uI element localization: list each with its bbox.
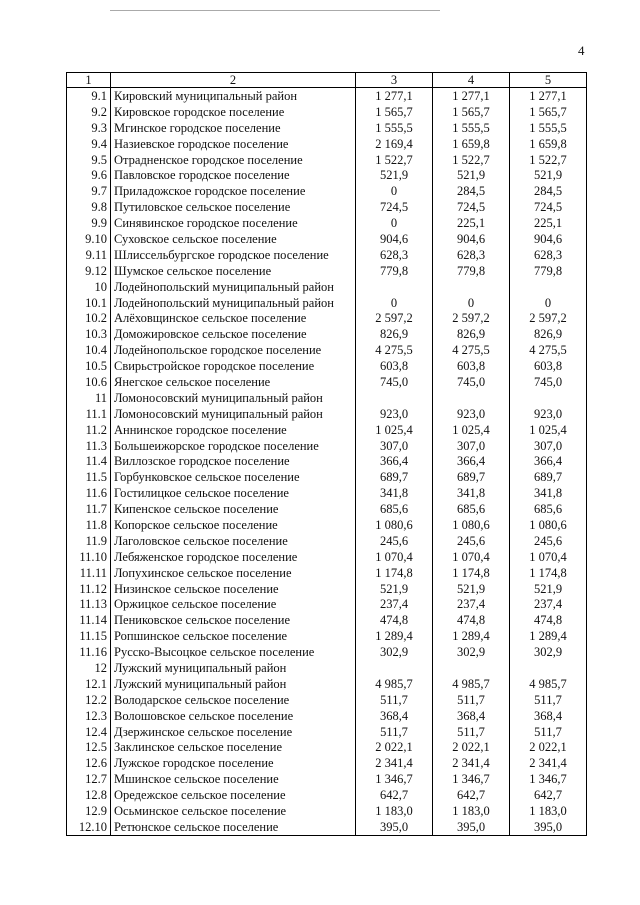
row-name: Мшинское сельское поселение: [111, 771, 356, 787]
row-name: Лодейнопольское городское поселение: [111, 342, 356, 358]
row-number: 11.10: [67, 549, 111, 565]
row-value-col4: 1 070,4: [433, 549, 510, 565]
table-row: [67, 692, 587, 708]
table-row: [67, 326, 587, 342]
row-value-col3: 1 555,5: [356, 120, 433, 136]
row-name: Лебяженское городское поселение: [111, 549, 356, 565]
header-col-1: 1: [67, 73, 111, 88]
row-value-col5: 2 022,1: [510, 740, 587, 756]
row-value-col3: 368,4: [356, 708, 433, 724]
row-value-col4: 511,7: [433, 724, 510, 740]
row-value-col4: 1 277,1: [433, 88, 510, 104]
row-value-col4: 307,0: [433, 438, 510, 454]
row-value-col3: 0: [356, 295, 433, 311]
table-row: [67, 104, 587, 120]
row-value-col3: 689,7: [356, 469, 433, 485]
row-number: 9.5: [67, 152, 111, 168]
row-value-col5: 1 183,0: [510, 803, 587, 819]
row-name: Осьминское сельское поселение: [111, 803, 356, 819]
row-number: 12.8: [67, 787, 111, 803]
budget-table: [66, 72, 587, 836]
table-row: [67, 120, 587, 136]
row-value-col5: 237,4: [510, 597, 587, 613]
table-row: [67, 374, 587, 390]
row-value-col4: 642,7: [433, 787, 510, 803]
row-value-col3: 923,0: [356, 406, 433, 422]
row-name: Аннинское городское поселение: [111, 422, 356, 438]
row-name: Копорское сельское поселение: [111, 517, 356, 533]
row-value-col3: 628,3: [356, 247, 433, 263]
row-value-col5: 341,8: [510, 485, 587, 501]
row-value-col5: 1 659,8: [510, 136, 587, 152]
table-row: [67, 215, 587, 231]
row-number: 11: [67, 390, 111, 406]
row-name: Ломоносовский муниципальный район: [111, 406, 356, 422]
row-value-col5: 4 985,7: [510, 676, 587, 692]
row-value-col4: 366,4: [433, 453, 510, 469]
row-value-col3: 237,4: [356, 597, 433, 613]
row-value-col3: 724,5: [356, 199, 433, 215]
row-value-col4: 474,8: [433, 612, 510, 628]
row-number: 12.10: [67, 819, 111, 835]
row-value-col4: 826,9: [433, 326, 510, 342]
row-number: 11.11: [67, 565, 111, 581]
row-number: 11.7: [67, 501, 111, 517]
row-value-col5: 511,7: [510, 724, 587, 740]
row-value-col4: 1 346,7: [433, 771, 510, 787]
table-row: [67, 183, 587, 199]
row-value-col4: 521,9: [433, 167, 510, 183]
row-number: 11.16: [67, 644, 111, 660]
row-number: 9.4: [67, 136, 111, 152]
row-name: Шлиссельбургское городское поселение: [111, 247, 356, 263]
row-number: 12.5: [67, 740, 111, 756]
row-name: Низинское сельское поселение: [111, 581, 356, 597]
table-row: [67, 438, 587, 454]
row-number: 11.1: [67, 406, 111, 422]
row-value-col4: 4 985,7: [433, 676, 510, 692]
table-row: [67, 771, 587, 787]
row-number: 12: [67, 660, 111, 676]
table-row: [67, 453, 587, 469]
row-value-col5: 474,8: [510, 612, 587, 628]
row-value-col5: 628,3: [510, 247, 587, 263]
row-number: 12.3: [67, 708, 111, 724]
row-value-col5: 1 555,5: [510, 120, 587, 136]
row-value-col5: 521,9: [510, 581, 587, 597]
row-value-col4: 779,8: [433, 263, 510, 279]
row-name: Лужское городское поселение: [111, 755, 356, 771]
row-value-col3: 1 025,4: [356, 422, 433, 438]
table-body: [67, 73, 587, 836]
row-name: Ломоносовский муниципальный район: [111, 390, 356, 406]
row-number: 11.8: [67, 517, 111, 533]
row-value-col3: 1 080,6: [356, 517, 433, 533]
row-value-col4: 1 183,0: [433, 803, 510, 819]
table-row: [67, 597, 587, 613]
table-row: [67, 279, 587, 295]
row-value-col3: 1 522,7: [356, 152, 433, 168]
row-number: 10.6: [67, 374, 111, 390]
row-number: 9.2: [67, 104, 111, 120]
row-value-col5: [510, 390, 587, 406]
table-row: [67, 136, 587, 152]
row-number: 10.3: [67, 326, 111, 342]
row-name: Заклинское сельское поселение: [111, 740, 356, 756]
table-row: [67, 565, 587, 581]
row-value-col5: 511,7: [510, 692, 587, 708]
table-row: [67, 295, 587, 311]
row-value-col3: 2 169,4: [356, 136, 433, 152]
row-value-col3: 603,8: [356, 358, 433, 374]
row-value-col3: 826,9: [356, 326, 433, 342]
row-value-col4: 225,1: [433, 215, 510, 231]
row-name: Лужский муниципальный район: [111, 660, 356, 676]
row-name: Лаголовское сельское поселение: [111, 533, 356, 549]
table-row: [67, 406, 587, 422]
row-value-col5: 368,4: [510, 708, 587, 724]
row-value-col4: 302,9: [433, 644, 510, 660]
row-value-col4: 1 565,7: [433, 104, 510, 120]
row-name: Лодейнопольский муниципальный район: [111, 279, 356, 295]
row-value-col5: 1 174,8: [510, 565, 587, 581]
row-number: 9.10: [67, 231, 111, 247]
row-number: 10.5: [67, 358, 111, 374]
row-name: Кипенское сельское поселение: [111, 501, 356, 517]
row-name: Суховское сельское поселение: [111, 231, 356, 247]
row-value-col5: 307,0: [510, 438, 587, 454]
row-number: 9.6: [67, 167, 111, 183]
row-name: Алёховщинское сельское поселение: [111, 310, 356, 326]
row-value-col4: 685,6: [433, 501, 510, 517]
table-row: [67, 708, 587, 724]
row-name: Ропшинское сельское поселение: [111, 628, 356, 644]
row-number: 11.9: [67, 533, 111, 549]
row-number: 12.6: [67, 755, 111, 771]
row-value-col5: [510, 279, 587, 295]
row-value-col5: 395,0: [510, 819, 587, 835]
row-value-col3: 521,9: [356, 167, 433, 183]
row-number: 11.4: [67, 453, 111, 469]
row-name: Отрадненское городское поселение: [111, 152, 356, 168]
row-number: 10.4: [67, 342, 111, 358]
header-col-5: 5: [510, 73, 587, 88]
table-row: [67, 740, 587, 756]
row-value-col3: [356, 279, 433, 295]
row-number: 10: [67, 279, 111, 295]
header-col-2: 2: [111, 73, 356, 88]
row-value-col3: [356, 390, 433, 406]
row-value-col4: 245,6: [433, 533, 510, 549]
row-value-col4: 745,0: [433, 374, 510, 390]
table-row: [67, 342, 587, 358]
row-value-col3: 0: [356, 215, 433, 231]
row-number: 9.1: [67, 88, 111, 104]
row-value-col4: 628,3: [433, 247, 510, 263]
row-value-col4: [433, 279, 510, 295]
row-number: 9.8: [67, 199, 111, 215]
row-name: Доможировское сельское поселение: [111, 326, 356, 342]
row-name: Назиевское городское поселение: [111, 136, 356, 152]
row-value-col4: 724,5: [433, 199, 510, 215]
row-value-col5: 1 080,6: [510, 517, 587, 533]
row-name: Шумское сельское поселение: [111, 263, 356, 279]
row-value-col4: 904,6: [433, 231, 510, 247]
row-value-col3: 2 597,2: [356, 310, 433, 326]
row-number: 9.12: [67, 263, 111, 279]
row-value-col5: 1 289,4: [510, 628, 587, 644]
row-value-col4: 395,0: [433, 819, 510, 835]
row-value-col5: 302,9: [510, 644, 587, 660]
table-row: [67, 358, 587, 374]
row-value-col3: 904,6: [356, 231, 433, 247]
row-value-col3: 685,6: [356, 501, 433, 517]
row-number: 11.3: [67, 438, 111, 454]
table-row: [67, 199, 587, 215]
row-name: Оржицкое сельское поселение: [111, 597, 356, 613]
row-value-col5: 642,7: [510, 787, 587, 803]
row-name: Володарское сельское поселение: [111, 692, 356, 708]
row-number: 11.14: [67, 612, 111, 628]
table-row: [67, 612, 587, 628]
row-name: Лодейнопольский муниципальный район: [111, 295, 356, 311]
row-number: 11.6: [67, 485, 111, 501]
row-name: Синявинское городское поселение: [111, 215, 356, 231]
row-number: 11.2: [67, 422, 111, 438]
row-value-col5: 1 346,7: [510, 771, 587, 787]
row-value-col4: 2 022,1: [433, 740, 510, 756]
row-value-col3: 4 985,7: [356, 676, 433, 692]
row-value-col5: 2 597,2: [510, 310, 587, 326]
row-value-col5: 245,6: [510, 533, 587, 549]
top-rule: [110, 10, 440, 11]
row-number: 11.12: [67, 581, 111, 597]
table-row: [67, 152, 587, 168]
row-name: Лопухинское сельское поселение: [111, 565, 356, 581]
row-value-col3: 779,8: [356, 263, 433, 279]
table-row: [67, 247, 587, 263]
row-value-col3: 366,4: [356, 453, 433, 469]
row-number: 9.3: [67, 120, 111, 136]
row-name: Оредежское сельское поселение: [111, 787, 356, 803]
row-value-col4: 923,0: [433, 406, 510, 422]
row-value-col5: 1 025,4: [510, 422, 587, 438]
table-row: [67, 819, 587, 835]
header-col-4: 4: [433, 73, 510, 88]
row-value-col3: 4 275,5: [356, 342, 433, 358]
table-row: [67, 469, 587, 485]
row-value-col4: 1 659,8: [433, 136, 510, 152]
row-value-col4: 0: [433, 295, 510, 311]
row-number: 12.2: [67, 692, 111, 708]
table-row: [67, 549, 587, 565]
row-value-col3: 511,7: [356, 692, 433, 708]
row-value-col3: 1 346,7: [356, 771, 433, 787]
row-number: 10.2: [67, 310, 111, 326]
row-name: Дзержинское сельское поселение: [111, 724, 356, 740]
table-row: [67, 581, 587, 597]
row-number: 11.15: [67, 628, 111, 644]
row-number: 10.1: [67, 295, 111, 311]
row-value-col5: 2 341,4: [510, 755, 587, 771]
row-value-col4: 603,8: [433, 358, 510, 374]
table-row: [67, 167, 587, 183]
table-row: [67, 533, 587, 549]
table-row: [67, 660, 587, 676]
row-value-col5: 826,9: [510, 326, 587, 342]
row-value-col4: 4 275,5: [433, 342, 510, 358]
row-value-col5: 603,8: [510, 358, 587, 374]
row-value-col5: 1 070,4: [510, 549, 587, 565]
row-name: Большеижорское городское поселение: [111, 438, 356, 454]
row-value-col3: 1 277,1: [356, 88, 433, 104]
row-value-col5: 724,5: [510, 199, 587, 215]
table-row: [67, 485, 587, 501]
row-value-col3: 2 022,1: [356, 740, 433, 756]
row-value-col4: 1 080,6: [433, 517, 510, 533]
table-row: [67, 644, 587, 660]
row-number: 9.11: [67, 247, 111, 263]
row-name: Лужский муниципальный район: [111, 676, 356, 692]
row-value-col3: 745,0: [356, 374, 433, 390]
row-number: 12.7: [67, 771, 111, 787]
row-value-col4: 341,8: [433, 485, 510, 501]
row-value-col4: 1 025,4: [433, 422, 510, 438]
row-name: Приладожское городское поселение: [111, 183, 356, 199]
row-value-col3: 0: [356, 183, 433, 199]
row-value-col4: 2 597,2: [433, 310, 510, 326]
row-value-col4: [433, 660, 510, 676]
header-col-3: 3: [356, 73, 433, 88]
row-value-col3: 1 183,0: [356, 803, 433, 819]
row-value-col5: 284,5: [510, 183, 587, 199]
table-row: [67, 88, 587, 104]
row-value-col3: 1 289,4: [356, 628, 433, 644]
row-name: Мгинское городское поселение: [111, 120, 356, 136]
table-row: [67, 517, 587, 533]
row-value-col4: 1 522,7: [433, 152, 510, 168]
row-number: 12.1: [67, 676, 111, 692]
row-name: Путиловское сельское поселение: [111, 199, 356, 215]
row-name: Павловское городское поселение: [111, 167, 356, 183]
row-name: Кировское городское поселение: [111, 104, 356, 120]
table-row: [67, 787, 587, 803]
row-value-col4: 689,7: [433, 469, 510, 485]
row-value-col5: 0: [510, 295, 587, 311]
row-value-col5: 904,6: [510, 231, 587, 247]
row-name: Русско-Высоцкое сельское поселение: [111, 644, 356, 660]
row-value-col3: 474,8: [356, 612, 433, 628]
row-value-col5: 1 522,7: [510, 152, 587, 168]
row-value-col5: 366,4: [510, 453, 587, 469]
row-value-col5: 685,6: [510, 501, 587, 517]
row-number: 11.5: [67, 469, 111, 485]
table-row: [67, 501, 587, 517]
row-value-col3: 1 070,4: [356, 549, 433, 565]
row-value-col5: [510, 660, 587, 676]
row-value-col3: [356, 660, 433, 676]
row-name: Янегское сельское поселение: [111, 374, 356, 390]
row-value-col4: 2 341,4: [433, 755, 510, 771]
row-value-col3: 307,0: [356, 438, 433, 454]
row-value-col3: 395,0: [356, 819, 433, 835]
table-row: [67, 310, 587, 326]
row-value-col3: 341,8: [356, 485, 433, 501]
table-row: [67, 755, 587, 771]
row-value-col5: 745,0: [510, 374, 587, 390]
row-name: Свирьстройское городское поселение: [111, 358, 356, 374]
row-value-col5: 1 277,1: [510, 88, 587, 104]
row-value-col4: 237,4: [433, 597, 510, 613]
row-name: Гостилицкое сельское поселение: [111, 485, 356, 501]
page-number: 4: [578, 43, 585, 58]
table-row: [67, 724, 587, 740]
row-number: 11.13: [67, 597, 111, 613]
table-header-row: [67, 73, 587, 88]
table-row: [67, 231, 587, 247]
table-row: [67, 628, 587, 644]
row-value-col4: 521,9: [433, 581, 510, 597]
row-value-col4: 1 174,8: [433, 565, 510, 581]
row-value-col4: 511,7: [433, 692, 510, 708]
row-value-col4: 284,5: [433, 183, 510, 199]
row-value-col3: 642,7: [356, 787, 433, 803]
row-value-col3: 302,9: [356, 644, 433, 660]
row-value-col5: 521,9: [510, 167, 587, 183]
row-number: 12.4: [67, 724, 111, 740]
row-number: 9.9: [67, 215, 111, 231]
row-value-col5: 4 275,5: [510, 342, 587, 358]
table-row: [67, 676, 587, 692]
row-value-col4: [433, 390, 510, 406]
row-name: Пениковское сельское поселение: [111, 612, 356, 628]
row-value-col4: 1 289,4: [433, 628, 510, 644]
row-value-col3: 2 341,4: [356, 755, 433, 771]
row-value-col5: 779,8: [510, 263, 587, 279]
table-row: [67, 422, 587, 438]
row-value-col5: 923,0: [510, 406, 587, 422]
row-value-col3: 521,9: [356, 581, 433, 597]
table-row: [67, 390, 587, 406]
row-value-col3: 245,6: [356, 533, 433, 549]
row-name: Виллозское городское поселение: [111, 453, 356, 469]
row-value-col5: 689,7: [510, 469, 587, 485]
row-value-col5: 225,1: [510, 215, 587, 231]
table-row: [67, 263, 587, 279]
row-name: Ретюнское сельское поселение: [111, 819, 356, 835]
row-value-col4: 368,4: [433, 708, 510, 724]
row-value-col4: 1 555,5: [433, 120, 510, 136]
row-value-col5: 1 565,7: [510, 104, 587, 120]
row-value-col3: 1 174,8: [356, 565, 433, 581]
row-name: Волошовское сельское поселение: [111, 708, 356, 724]
row-name: Кировский муниципальный район: [111, 88, 356, 104]
row-number: 9.7: [67, 183, 111, 199]
table-row: [67, 803, 587, 819]
row-value-col3: 1 565,7: [356, 104, 433, 120]
row-value-col3: 511,7: [356, 724, 433, 740]
row-name: Горбунковское сельское поселение: [111, 469, 356, 485]
row-number: 12.9: [67, 803, 111, 819]
